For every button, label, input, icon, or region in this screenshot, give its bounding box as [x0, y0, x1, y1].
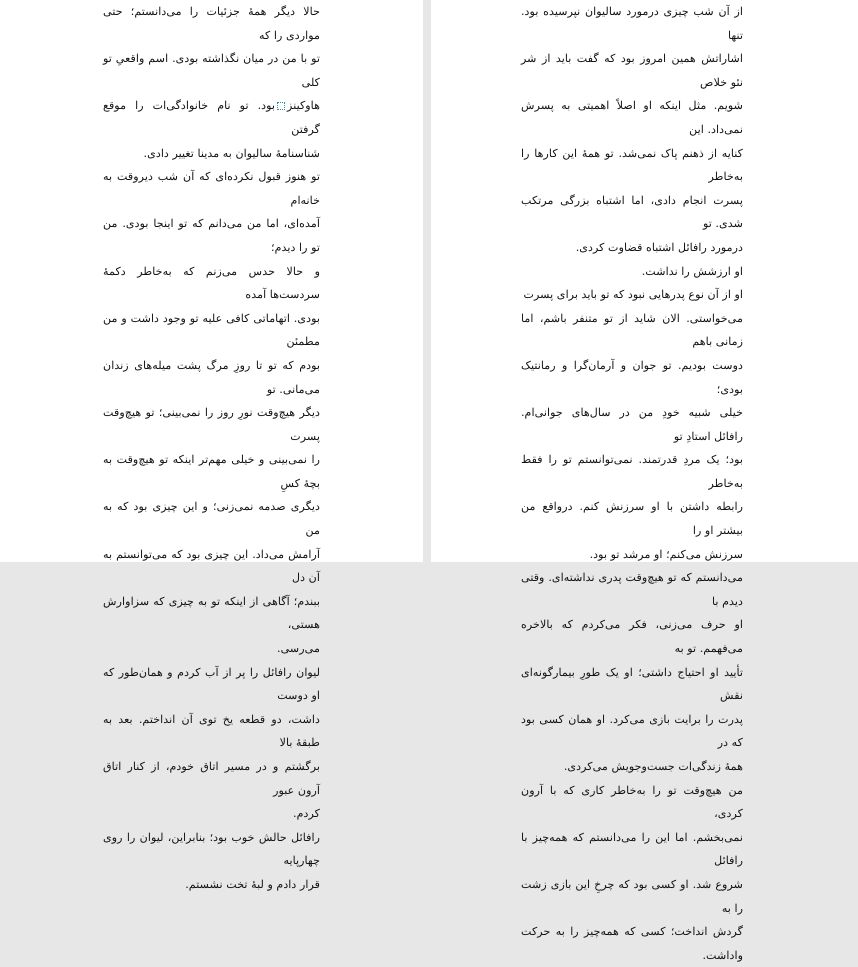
paragraph: تو هنوز قبول نکرده‌ای که آن شب دیروقت به خانه‌ام آمده‌ای، اما من می‌دانم که تو اینجا بودی. من تو را دیدم؛ و حالا حدس می‌زنم که به‌خاطر دکمهٔ سردست‌ها آمده بودی. اتهاماتی کافی علیه تو وجود داشت و من مطمئن بودم که تو تا روزِ مرگ پشت میله‌های زندان می‌مانی. تو دیگر هیچ‌وقت نورِ روز را نمی‌بینی؛ تو هیچ‌وقت پسرت را نمی‌بینی و خیلی مهم‌تر اینکه تو هیچ‌وقت به بچهٔ کسِ دیگری صدمه نمی‌زنی؛ و این چیزی بود که به من آرامش می‌داد. این چیزی بود که می‌توانستم به آن دل ببندم؛ آگاهی از اینکه تو به چیزی که سزاوارش هستی، می‌رسی.: [103, 170, 320, 656]
paragraph: او ارزشش را نداشت.: [641, 264, 743, 278]
paragraph-text: هاوکینز: [287, 99, 320, 113]
right-page-text: [521, 0, 743, 967]
paragraph: [103, 0, 320, 165]
right-page[interactable]: [431, 0, 858, 962]
footnote-marker-icon[interactable]: [277, 102, 285, 110]
paragraph: او از آن نوع پدرهایی نبود که تو باید برای پسرت می‌خواستی. الان شاید از تو متنفر باشم، اما زمانی باهم دوست بودیم. تو جوان و آرمان‌گرا و رمانتیک بودی؛ خیلی شبیه خودِ من در سال‌های جوانی‌ام. رافائل استادِ تو بود؛ یک مردِ قدرتمند. نمی‌توانستم تو را فقط به‌خاطر رابطه داشتن با او سرزنش کنم. درواقع من بیشتر او را سرزنش می‌کنم؛ او مرشد تو بود.: [521, 288, 743, 561]
paragraph-text: بود. تو نام خانوادگی‌ات را موقع گرفتن شناسنامهٔ سالیوان به مدینا تغییر دادی.: [103, 99, 320, 160]
paragraph-text: حالا دیگر همهٔ جزئیات را می‌دانستم؛ حتی مواردی را که تو با من در میان نگذاشته بودی. اسم واقعیِ تو کلی: [103, 5, 320, 89]
paragraph: رافائل حالش خوب بود؛ بنابراین، لیوان را روی چهارپایه قرار دادم و لبهٔ تخت نشستم.: [103, 830, 320, 891]
paragraph: می‌دانستم که تو هیچ‌وقت پدری نداشته‌ای. وقتی دیدم با او حرف می‌زنی، فکر می‌کردم که بالاخره می‌فهمم. تو به تأیید او احتیاج داشتی؛ او یک طورِ بیمارگونه‌ای نقش پدرت را برایت بازی می‌کرد. او همان کسی بود که در همهٔ زندگی‌ات جست‌وجویش می‌کردی.: [521, 571, 743, 773]
left-page[interactable]: [0, 0, 423, 891]
paragraph: از آن شب چیزی درمورد سالیوان نپرسیده بود. تنها اشاراتش همین امروز بود که گفت باید از شر نئو خلاص شویم. مثل اینکه او اصلاً اهمیتی به پسرش نمی‌داد. این کنایه از ذهنم پاک نمی‌شد. تو همهٔ این کارها را به‌خاطر پسرت انجام دادی، اما اشتباه بزرگی مرتکب شدی. تو درمورد رافائل اشتباه قضاوت کردی.: [521, 5, 743, 254]
paragraph: لیوان رافائل را پر از آب کردم و همان‌طور که او دوست داشت، دو قطعه یخ توی آن انداختم. بعد به طبقهٔ بالا برگشتم و در مسیر اتاق خودم، از کنار اتاق آرون عبور کردم.: [103, 665, 320, 821]
paragraph: من هیچ‌وقت تو را به‌خاطر کاری که با آرون کردی، نمی‌بخشم. اما این را می‌دانستم که همه‌چیز با رافائل شروع شد. او کسی بود که چرخِ این بازی زشت را به گردش انداخت؛ کسی که همه‌چیز را به حرکت واداشت.: [521, 783, 743, 962]
left-page-text: [103, 0, 320, 897]
